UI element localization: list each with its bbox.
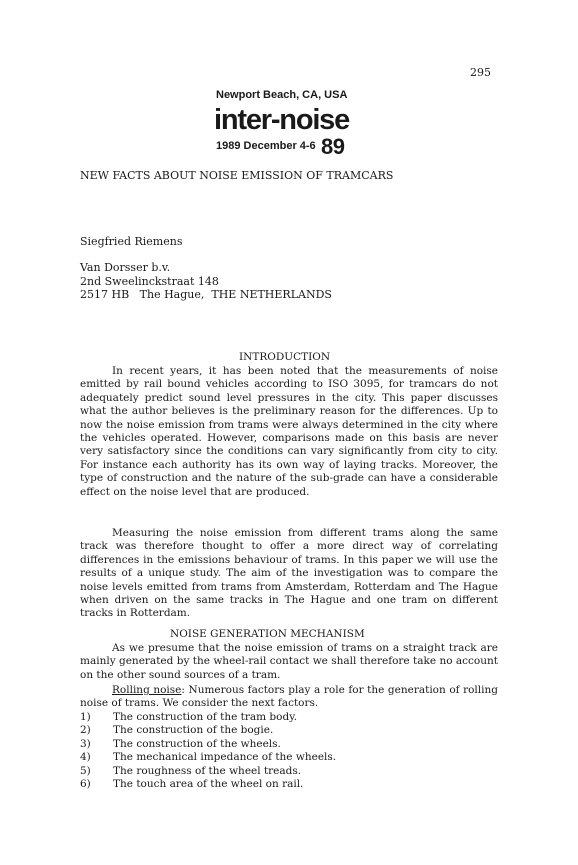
list-item xyxy=(80,778,336,791)
list-item-number: 6) xyxy=(80,778,91,791)
list-item xyxy=(80,711,336,724)
section-heading-introduction: INTRODUCTION xyxy=(239,351,331,363)
affiliation-street: 2nd Sweelinckstraat 148 xyxy=(80,274,219,288)
list-item-text: The roughness of the wheel treads. xyxy=(113,764,302,777)
author-affiliation xyxy=(80,261,332,302)
affiliation-company: Van Dorsser b.v. xyxy=(80,261,171,274)
affiliation-city: 2517 HB The Hague, THE NETHERLANDS xyxy=(80,288,332,301)
list-item-text: The touch area of the wheel on rail. xyxy=(113,778,304,791)
introduction-paragraph-2: Measuring the noise emission from different trams along the same track was therefore thought to offer a more direct way of correlating differences in the emissions behaviour of trams. In this paper we will use the results of a unique study. The aim of the investigation was to compare the noise levels emitted from trams from Amsterdam, Rotterdam and The Hague when driven on the same tracks in The Hague and one tram on different tracks in Rotterdam. xyxy=(80,527,498,620)
factors-list xyxy=(80,711,336,791)
list-item xyxy=(80,751,336,764)
list-item-number: 5) xyxy=(80,764,91,777)
section-heading-mechanism: NOISE GENERATION MECHANISM xyxy=(170,628,365,640)
author-name: Siegfried Riemens xyxy=(80,235,183,248)
list-item-number: 4) xyxy=(80,751,91,764)
conference-dates: 1989 December 4-6 xyxy=(216,140,316,152)
rolling-noise-label: Rolling noise xyxy=(112,684,182,696)
list-item-number: 3) xyxy=(80,737,91,750)
mechanism-paragraph: As we presume that the noise emission of trams on a straight track are mainly generated by the wheel-rail contact we shall therefore take no account on the other sound sources of a tram. xyxy=(80,642,498,681)
internoise-logo: inter-noise xyxy=(214,104,350,136)
list-item-text: The construction of the wheels. xyxy=(113,737,281,750)
list-item-text: The construction of the bogie. xyxy=(113,724,274,737)
list-item-text: The mechanical impedance of the wheels. xyxy=(113,751,337,764)
paper-title: NEW FACTS ABOUT NOISE EMISSION OF TRAMCARS xyxy=(80,169,394,182)
conference-location: Newport Beach, CA, USA xyxy=(216,89,348,101)
list-item-text: The construction of the tram body. xyxy=(113,711,298,723)
page-number: 295 xyxy=(470,66,491,79)
list-item-number: 1) xyxy=(80,711,91,723)
list-item xyxy=(80,738,336,751)
introduction-paragraph-1: In recent years, it has been noted that the measurements of noise emitted by rail bound vehicles according to ISO 3095, for tramcars do not adequately predict sound level pressures in the city. This paper discusses what the author believes is the preliminary reason for the differences. Up to now the noise emission from trams were always determined in the city where the vehicles operated. However, comparisons made on this basis are never very satisfactory since the conditions can vary significantly from city to city. For instance each authority has its own way of laying tracks. Moreover, the type of construction and the nature of the sub-grade can have a considerable effect on the noise level that are produced. xyxy=(80,365,498,498)
list-item xyxy=(80,765,336,778)
rolling-noise-paragraph xyxy=(80,684,498,711)
internoise-logo-year: 89 xyxy=(321,134,345,159)
list-item xyxy=(80,724,336,737)
rolling-noise-text: : Numerous factors play a role for the generation of rolling noise of trams. We consider the next factors. xyxy=(80,684,498,710)
list-item-number: 2) xyxy=(80,724,91,737)
